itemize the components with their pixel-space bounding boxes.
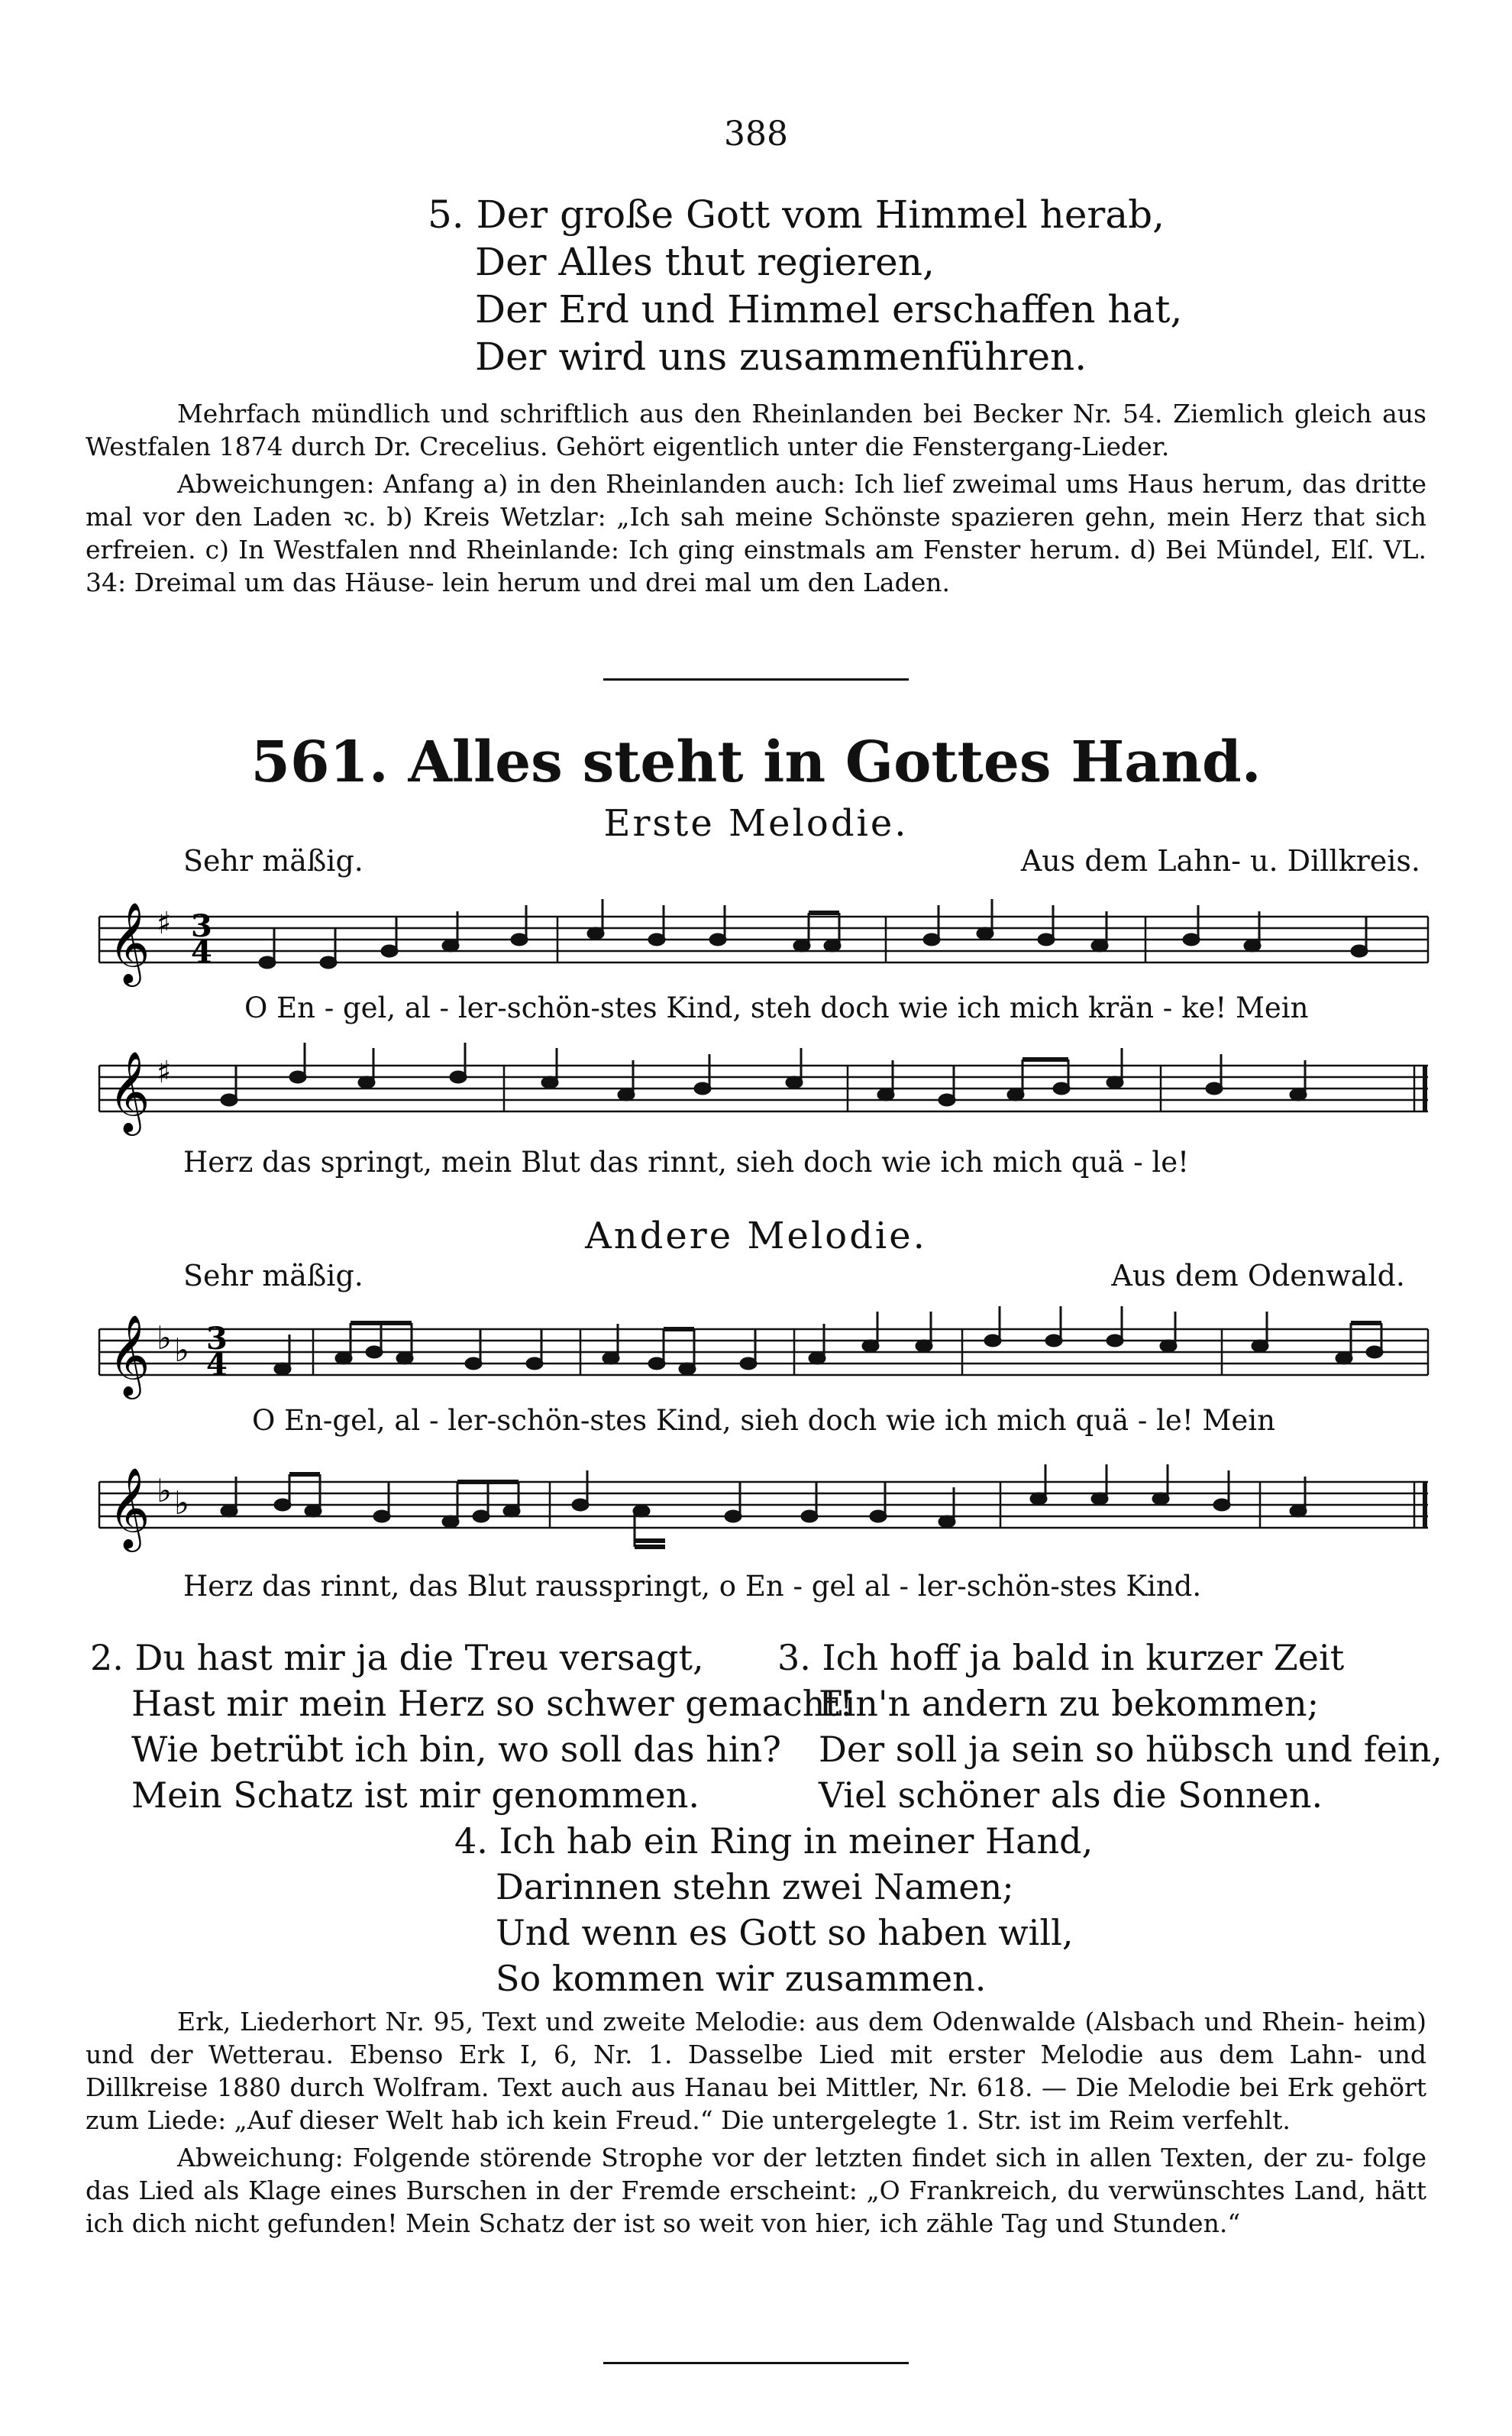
divider: [603, 678, 909, 681]
sharp-icon: ♯: [157, 1055, 172, 1090]
variants-note: Abweichungen: Anfang a) in den Rheinlanden auch: Ich lief zweimal ums Haus herum, das dritte mal vor den Laden ꝛc. b) Kreis Wetzlar: „Ich sah meine Schönste spazieren gehn, mein Herz that sich erfreien. c) In Westfalen nnd Rheinlande: Ich ging einstmals am Fenster herum. d) Bei Mündel, Elſ. VL. 34: Dreimal um das Häuse- lein herum und drei mal um den Laden.: [86, 469, 1426, 597]
verse-line: So kommen wir zusammen.: [496, 1958, 987, 1999]
song-title: 561. Alles steht in Gottes Hand.: [250, 730, 1262, 795]
treble-clef-icon: 𝄞: [108, 1314, 150, 1396]
verse-line: Viel schöner als die Sonnen.: [819, 1774, 1323, 1816]
verse-line: Der Alles thut regieren,: [475, 240, 935, 284]
verse-3: [777, 1635, 1443, 1818]
verse-line: 5. Der große Gott vom Himmel herab,: [428, 192, 1165, 237]
verse-line: Ein'n andern zu bekommen;: [819, 1683, 1320, 1724]
source-note: Mehrfach mündlich und schriftlich aus den Rheinlanden bei Becker Nr. 54. Ziemlich gleich aus Westfalen 1874 durch Dr. Crecelius. Gehört eigentlich unter die Fenstergang-Lieder.: [86, 399, 1426, 461]
melody1-lyrics-1: O En - gel, al - ler-schön-stes Kind, steh doch wie ich mich krän - ke! Mein: [244, 992, 1309, 1024]
sharp-icon: ♯: [157, 906, 172, 941]
melody2-lyrics-1: O En-gel, al - ler-schön-stes Kind, sieh doch wie ich mich quä - le! Mein: [252, 1404, 1275, 1437]
melody2-origin: Aus dem Odenwald.: [1111, 1259, 1405, 1292]
melody2-heading: Andere Melodie.: [585, 1215, 927, 1257]
flat-icon: ♭: [174, 1484, 189, 1522]
time-signature-bottom: 4: [191, 934, 212, 970]
melody1-origin: Aus dem Lahn- u. Dillkreis.: [1020, 844, 1420, 878]
verse-line: 4. Ich hab ein Ring in meiner Hand,: [454, 1820, 1094, 1862]
treble-clef-icon: 𝄞: [108, 1050, 150, 1132]
source-notes-2: [86, 2005, 1426, 2244]
melody1-tempo: Sehr mäßig.: [183, 844, 363, 878]
variants-note: Abweichung: Folgende störende Strophe vor der letzten findet sich in allen Texten, der zu- folge das Lied als Klage eines Burschen in der Fremde erscheint: „O Frankreich, du verwünschtes Land, hätt ich dich nicht gefunden! Mein Schatz der ist so weit von hier, ich zähle Tag und Stunden.“: [86, 2143, 1426, 2238]
treble-clef-icon: 𝄞: [108, 901, 150, 983]
source-note: Erk, Liederhort Nr. 95, Text und zweite Melodie: aus dem Odenwalde (Alsbach und Rhein- heim) und der Wetterau. Ebenso Erk I, 6, Nr. 1. Dasselbe Lied mit erster Melodie aus dem Lahn- und Dillkreise 1880 durch Wolfram. Text auch aus Hanau bei Mittler, Nr. 618. — Die Melodie bei Erk gehört zum Liede: „Auf dieser Welt hab ich kein Freud.“ Die untergelegte 1. Str. ist im Reim verfehlt.: [86, 2007, 1426, 2135]
verse-line: Der wird uns zusammenführen.: [475, 335, 1087, 379]
flat-icon: ♭: [157, 1472, 172, 1509]
time-signature-bottom: 4: [206, 1347, 228, 1383]
verse-line: Wie betrübt ich bin, wo soll das hin?: [131, 1729, 781, 1770]
verse-4: [454, 1818, 1093, 2001]
time-signature-top: 3: [191, 908, 212, 944]
verse-line: Der soll ja sein so hübsch und fein,: [819, 1729, 1443, 1770]
flat-icon: ♭: [174, 1331, 189, 1369]
melody1-heading: Erste Melodie.: [603, 802, 909, 845]
time-signature-top: 3: [206, 1321, 228, 1357]
verse-5: [428, 191, 1182, 380]
verse-line: Mein Schatz ist mir genommen.: [131, 1774, 700, 1816]
melody1-lyrics-2: Herz das springt, mein Blut das rinnt, sieh doch wie ich mich quä - le!: [183, 1146, 1189, 1179]
divider: [603, 2362, 909, 2364]
verse-line: Hast mir mein Herz so schwer gemacht!: [131, 1683, 854, 1724]
source-notes: [86, 397, 1426, 603]
verse-line: 3. Ich hoff ja bald in kurzer Zeit: [777, 1637, 1345, 1678]
treble-clef-icon: 𝄞: [108, 1467, 150, 1548]
melody2-tempo: Sehr mäßig.: [183, 1259, 363, 1292]
verse-2: [90, 1635, 853, 1818]
verse-line: Der Erd und Himmel erschaffen hat,: [475, 287, 1183, 332]
melody2-lyrics-2: Herz das rinnt, das Blut rausspringt, o En - gel al - ler-schön-stes Kind.: [183, 1570, 1202, 1603]
verse-line: Und wenn es Gott so haben will,: [496, 1912, 1074, 1953]
flat-icon: ♭: [157, 1319, 172, 1357]
verse-line: Darinnen stehn zwei Namen;: [496, 1866, 1014, 1907]
verse-line: 2. Du hast mir ja die Treu versagt,: [90, 1637, 704, 1678]
page-number: 388: [724, 115, 788, 154]
